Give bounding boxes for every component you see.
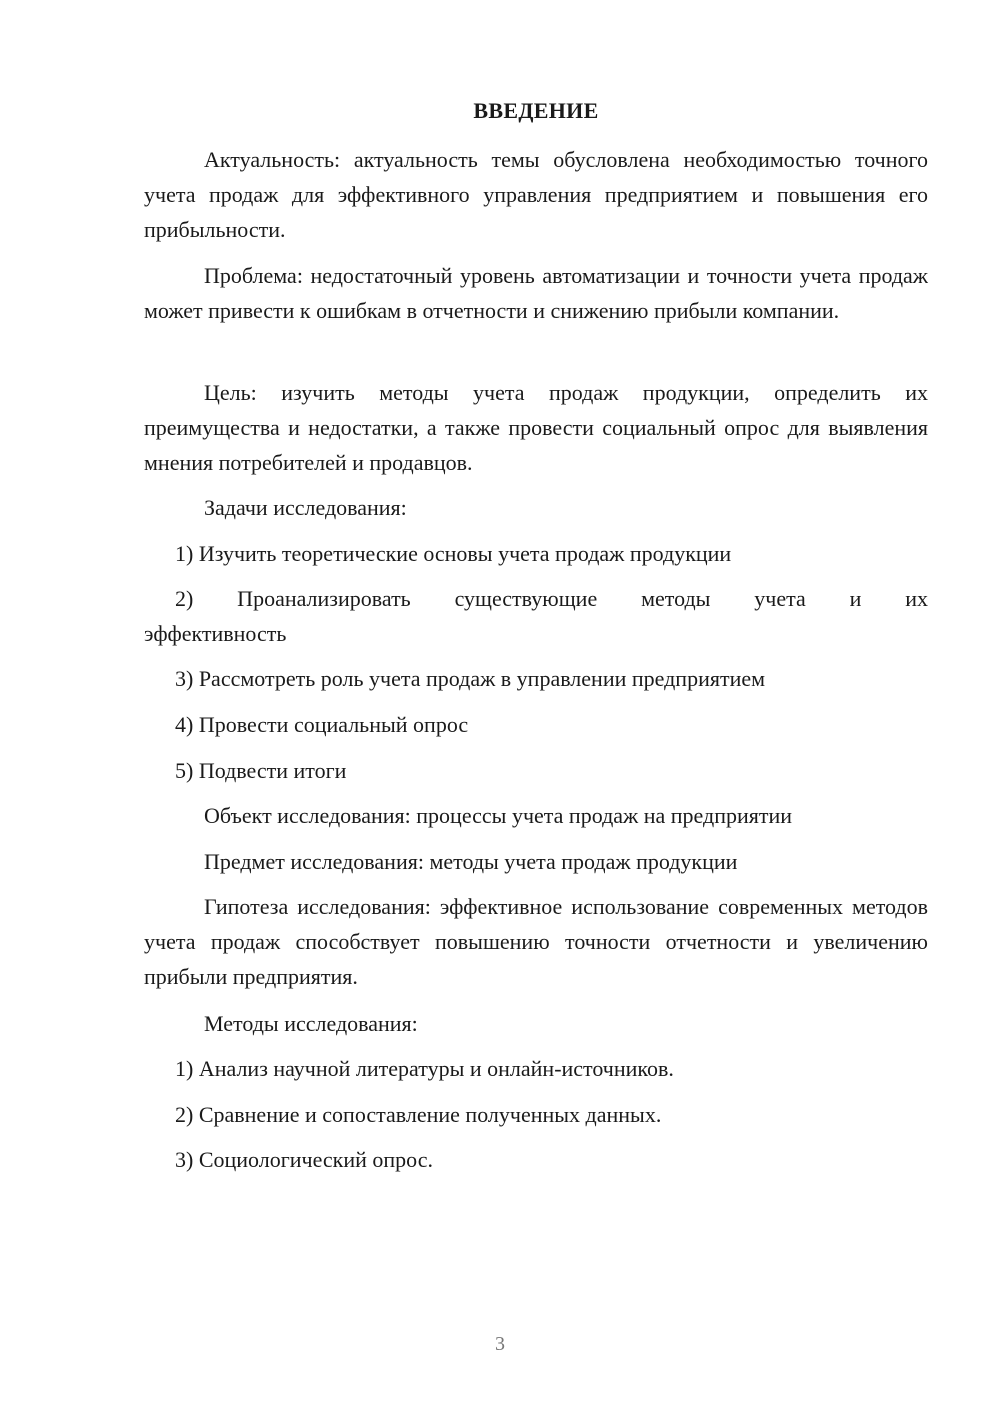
task-item-5: 5) Подвести итоги xyxy=(175,758,347,783)
method-item-1: 1) Анализ научной литературы и онлайн-источников. xyxy=(175,1056,674,1081)
method-item-3: 3) Социологический опрос. xyxy=(175,1147,433,1172)
relevance-paragraph: Актуальность: актуальность темы обусловлена необходимостью точного учета продаж для эффективного управления предприятием и повышения его прибыльности. xyxy=(144,147,928,242)
hypothesis-paragraph: Гипотеза исследования: эффективное использование современных методов учета продаж способствует повышению точности отчетности и увеличению прибыли предприятия. xyxy=(144,894,928,989)
goal-paragraph: Цель: изучить методы учета продаж продукции, определить их преимущества и недостатки, а также провести социальный опрос для выявления мнения потребителей и продавцов. xyxy=(144,380,928,475)
task-item-4: 4) Провести социальный опрос xyxy=(175,712,469,737)
tasks-heading: Задачи исследования: xyxy=(204,495,407,520)
task-item-2-continuation: эффективность xyxy=(144,621,287,646)
task-item-2: 2) Проанализировать существующие методы учета и их xyxy=(175,586,928,611)
task-item-1: 1) Изучить теоретические основы учета продаж продукции xyxy=(175,541,732,566)
problem-paragraph: Проблема: недостаточный уровень автоматизации и точности учета продаж может привести к ошибкам в отчетности и снижению прибыли компании. xyxy=(144,263,928,323)
task-item-3: 3) Рассмотреть роль учета продаж в управлении предприятием xyxy=(175,666,766,691)
object-paragraph: Объект исследования: процессы учета продаж на предприятии xyxy=(204,803,793,828)
section-title: ВВЕДЕНИЕ xyxy=(473,98,599,123)
subject-paragraph: Предмет исследования: методы учета продаж продукции xyxy=(204,849,738,874)
page-number: 3 xyxy=(495,1333,505,1355)
methods-heading: Методы исследования: xyxy=(204,1011,418,1036)
method-item-2: 2) Сравнение и сопоставление полученных данных. xyxy=(175,1102,662,1127)
